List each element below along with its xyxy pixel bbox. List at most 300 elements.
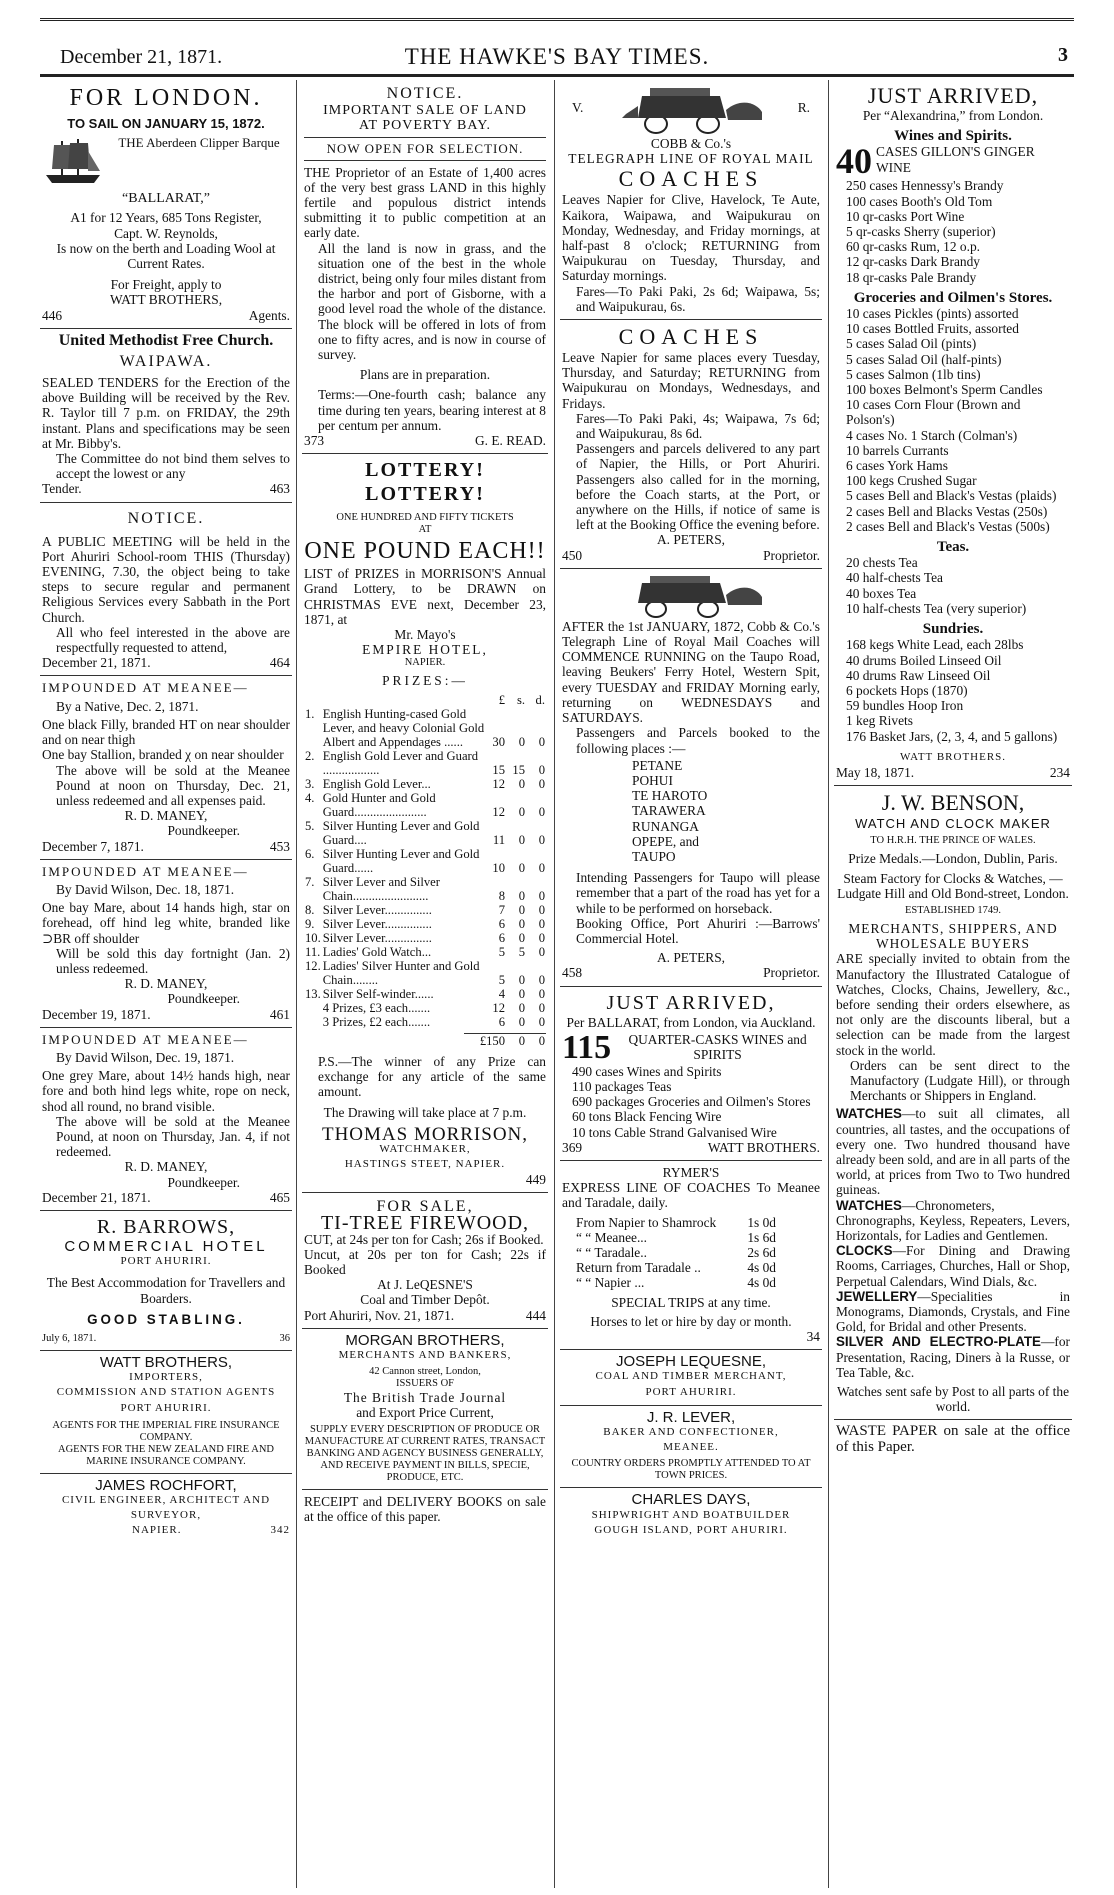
prize-row bbox=[304, 749, 546, 777]
text: AFTER the 1st JANUARY, 1872, Cobb & Co.'s Telegraph Line of Royal Mail Coaches will COMMENCE RUNNING on the Taupo Road, leaving Beukers' Ferry Hotel, Western Spit, every TUESDAY and FRIDAY Morning early, returning on WEDNESDAYS and SATURDAYS. bbox=[562, 618, 820, 726]
text: SILVER AND ELECTRO-PLATE bbox=[836, 1334, 1041, 1350]
text: Is now on the berth and Loading Wool at Current Rates. bbox=[56, 240, 276, 272]
list-item: OPEPE, and bbox=[632, 833, 699, 849]
prize-cell: 0 bbox=[518, 734, 525, 749]
text: Uncut, at 20s per ton for Cash; 22s if Booked bbox=[304, 1246, 546, 1277]
prize-cell: 11 bbox=[492, 832, 505, 847]
masthead-title: THE HAWKE'S BAY TIMES. bbox=[404, 44, 710, 69]
text: WATCHES bbox=[836, 1106, 902, 1122]
ship-icon bbox=[42, 135, 104, 187]
list-item: 5 qr-casks Sherry (superior) bbox=[846, 224, 996, 240]
prize-cell: Ladies' Gold Watch... bbox=[322, 944, 432, 959]
text: G. E. READ. bbox=[474, 433, 546, 449]
prize-cell: 0 bbox=[518, 916, 525, 931]
text: WAIPAWA. bbox=[119, 353, 213, 371]
prize-cell: 0 bbox=[538, 776, 545, 791]
text: SHIPWRIGHT AND BOATBUILDER bbox=[591, 1508, 791, 1521]
text: Fares—To Paki Paki, 2s 6d; Waipawa, 5s; and Waipukurau, 6s. bbox=[576, 283, 820, 314]
text: Capt. W. Reynolds, bbox=[114, 225, 218, 241]
prize-cell: 3 Prizes, £2 each....... bbox=[322, 1014, 431, 1029]
text: 42 Cannon street, London, bbox=[369, 1366, 481, 1378]
prize-cell: 0 bbox=[538, 902, 545, 917]
fare-cell: 4s 0d bbox=[747, 1275, 776, 1291]
prize-cell: 0 bbox=[538, 832, 545, 847]
list-item: 250 cases Hennessy's Brandy bbox=[846, 178, 1004, 194]
text: Per “Alexandrina,” from London. bbox=[862, 108, 1044, 123]
top-rule bbox=[40, 18, 1074, 21]
list-item: RUNANGA bbox=[632, 818, 699, 834]
prize-cell: 0 bbox=[518, 832, 525, 847]
text: WATT BROTHERS. bbox=[707, 1139, 820, 1155]
prize-cell: 10. bbox=[305, 930, 321, 945]
text: NOW OPEN FOR SELECTION. bbox=[326, 141, 524, 157]
list-item: 5 cases Bell and Black's Vestas (plaids) bbox=[846, 488, 1057, 504]
ad-impounded-1 bbox=[40, 676, 292, 859]
list-item: 490 cases Wines and Spirits bbox=[572, 1063, 722, 1079]
fare-cell: “ “ Meanee... bbox=[576, 1229, 648, 1245]
ad-james-rochfort bbox=[40, 1474, 292, 1544]
text: ONE POUND EACH!! bbox=[304, 538, 546, 565]
prize-cell bbox=[304, 1001, 322, 1015]
fare-cell: 2s 6d bbox=[747, 1244, 776, 1260]
prize-cell: 0 bbox=[538, 1014, 545, 1029]
text: WATCHES bbox=[836, 1197, 902, 1213]
fare-cell: 1s 0d bbox=[747, 1214, 776, 1230]
list-item: 4 cases No. 1 Starch (Colman's) bbox=[846, 427, 1018, 443]
text: Coal and Timber Depôt. bbox=[360, 1292, 490, 1308]
text: A. PETERS, bbox=[656, 532, 726, 548]
text: RECEIPT and DELIVERY BOOKS on sale at the office of this paper. bbox=[304, 1493, 546, 1524]
prize-cell: 3. bbox=[305, 776, 315, 791]
text: CIVIL ENGINEER, ARCHITECT AND bbox=[61, 1494, 271, 1507]
prize-row bbox=[304, 1015, 546, 1029]
ad-waste-paper bbox=[834, 1420, 1072, 1459]
ad-number: 463 bbox=[269, 481, 290, 497]
list-item: 40 drums Boiled Linseed Oil bbox=[846, 652, 1002, 668]
list-item: 60 tons Black Fencing Wire bbox=[572, 1109, 722, 1125]
prize-cell: 15 bbox=[492, 762, 505, 777]
prize-cell: 5. bbox=[305, 818, 315, 833]
list-item: 110 packages Teas bbox=[572, 1078, 672, 1094]
list-item: 20 chests Tea bbox=[846, 555, 918, 571]
text: By David Wilson, Dec. 18, 1871. bbox=[56, 881, 235, 897]
prize-cell: 7 bbox=[498, 902, 505, 917]
text: CUT, at 24s per ton for Cash; 26s if Booked. bbox=[304, 1231, 544, 1247]
text: V. bbox=[572, 100, 584, 115]
prize-row bbox=[304, 819, 546, 847]
text: PORT AHURIRI. bbox=[120, 1401, 212, 1414]
ad-heading: J. W. BENSON, bbox=[881, 790, 1025, 816]
text: COUNTRY ORDERS PROMPTLY ATTENDED TO AT TOWN PRICES. bbox=[571, 1458, 811, 1482]
text: Passengers and parcels delivered to any part of Napier, the Hills, or Port Ahuriri. Passengers also called for in the morning, before the Coach starts, at the Port, or anywhere on the Hills, if notice of same is left at the Booking Office the evening before. bbox=[576, 441, 820, 533]
prize-cell: 10 bbox=[492, 860, 505, 875]
text: CASES GILLON'S GINGER WINE bbox=[876, 144, 1035, 175]
text: 115 bbox=[562, 1031, 612, 1064]
column-rule bbox=[296, 80, 297, 1888]
text: One bay Stallion, branded χ on near shoulder bbox=[42, 747, 284, 763]
goods-list bbox=[836, 637, 1070, 743]
prize-cell bbox=[304, 1015, 322, 1029]
prize-cell: 0 bbox=[538, 986, 545, 1001]
text: May 18, 1871. bbox=[836, 764, 915, 780]
list-item: 5 cases Salmon (1lb tins) bbox=[846, 366, 981, 382]
prize-cell: 6 bbox=[498, 916, 505, 931]
text: MERCHANTS, SHIPPERS, AND WHOLESALE BUYERS bbox=[848, 920, 1058, 952]
prize-cell: 0 bbox=[518, 804, 525, 819]
list-item: 10 barrels Currants bbox=[846, 442, 949, 458]
ad-firewood bbox=[302, 1193, 548, 1328]
list-item: PETANE bbox=[632, 757, 683, 773]
ad-number: 234 bbox=[1049, 764, 1070, 780]
prize-cell: Ladies' Silver Hunter and Gold Chain........ bbox=[322, 958, 480, 987]
list-item: 2 cases Bell and Blacks Vestas (250s) bbox=[846, 503, 1048, 519]
list-item: 5 cases Salad Oil (half-pints) bbox=[846, 351, 1002, 367]
text: WATT BROTHERS, bbox=[109, 292, 223, 308]
ad-number: 450 bbox=[562, 547, 583, 563]
list-item: 40 half-chests Tea bbox=[846, 570, 943, 586]
text: —Specialities in Monograms, Diamonds, Crystals, and Fine Gold, for Bridal and other Presents. bbox=[836, 1288, 1070, 1335]
text: Prize Medals.—London, Dublin, Paris. bbox=[848, 851, 1058, 867]
text: —Chronometers, Chronographs, Keyless, Repeaters, Levers, Horizontals, for Ladies and Gentlemen. bbox=[836, 1197, 1070, 1243]
text: GOUGH ISLAND, PORT AHURIRI. bbox=[594, 1523, 788, 1536]
prize-row bbox=[304, 917, 546, 931]
fare-cell: 1s 6d bbox=[747, 1229, 776, 1245]
text: EXPRESS LINE OF COACHES To Meanee and Taradale, daily. bbox=[562, 1180, 820, 1211]
prize-cell: 0 bbox=[518, 986, 525, 1001]
prize-row bbox=[304, 777, 546, 791]
text: SURVEYOR, bbox=[130, 1509, 202, 1522]
list-item: TE HAROTO bbox=[632, 788, 708, 804]
ad-number: 373 bbox=[304, 433, 325, 449]
ad-taupo-coaches bbox=[560, 569, 822, 987]
ad-heading: COACHES bbox=[618, 324, 764, 350]
prize-cell: 12 bbox=[492, 804, 505, 819]
text: December 21, 1871. bbox=[42, 655, 151, 671]
prize-cell: Silver Lever............... bbox=[322, 930, 432, 945]
page-number: 3 bbox=[1058, 44, 1068, 66]
text: By David Wilson, Dec. 19, 1871. bbox=[56, 1049, 235, 1065]
ad-number: 36 bbox=[279, 1333, 290, 1344]
ad-heading: WATT BROTHERS, bbox=[99, 1354, 233, 1371]
text: R. D. MANEY, bbox=[124, 1159, 208, 1175]
prize-cell: 0 bbox=[538, 930, 545, 945]
prize-cell: Silver Self-winder...... bbox=[322, 986, 434, 1001]
list-item: 18 qr-casks Pale Brandy bbox=[846, 269, 977, 285]
prize-cell: 0 bbox=[538, 944, 545, 959]
text: Wines and Spirits. bbox=[894, 128, 1012, 145]
text: Poundkeeper. bbox=[167, 823, 240, 839]
coach-illustration-icon bbox=[616, 84, 766, 134]
ad-heading: IMPOUNDED AT MEANEE— bbox=[42, 1031, 249, 1047]
column-4 bbox=[834, 80, 1072, 1888]
text: Tender. bbox=[42, 481, 82, 497]
goods-list bbox=[562, 1064, 820, 1140]
text: 0 bbox=[526, 1033, 546, 1048]
prize-cell: 0 bbox=[518, 972, 525, 987]
text: The Best Accommodation for Travellers and Boarders. bbox=[46, 1275, 286, 1306]
ship-name: “BALLARAT,” bbox=[122, 191, 210, 207]
text: COAL AND TIMBER MERCHANT, bbox=[595, 1370, 787, 1383]
fare-row bbox=[576, 1245, 776, 1260]
ad-land-sale bbox=[302, 80, 548, 454]
prize-cell: 4 Prizes, £3 each....... bbox=[322, 1000, 431, 1015]
text: £150 bbox=[464, 1033, 506, 1048]
prize-cell: 12 bbox=[492, 776, 505, 791]
text: and Export Price Current, bbox=[356, 1405, 494, 1421]
text: AT POVERTY BAY. bbox=[358, 118, 492, 134]
prize-cell: 7. bbox=[305, 874, 315, 889]
prize-cell: Silver Lever............... bbox=[322, 902, 432, 917]
text: NAPIER. bbox=[132, 1524, 182, 1537]
list-item: 6 cases York Hams bbox=[846, 458, 948, 474]
prize-cell: 5 bbox=[498, 972, 505, 987]
fare-table bbox=[576, 1215, 776, 1291]
text: BAKER AND CONFECTIONER, bbox=[603, 1426, 779, 1439]
ad-heading: COACHES bbox=[618, 166, 764, 192]
list-item: 59 bundles Hoop Iron bbox=[846, 698, 964, 714]
text: For Freight, apply to bbox=[110, 277, 222, 293]
ad-number: 342 bbox=[270, 1524, 290, 1537]
prize-cell: 0 bbox=[538, 972, 545, 987]
ad-number: 458 bbox=[562, 965, 583, 981]
text: Passengers and Parcels booked to the following places :— bbox=[576, 725, 820, 756]
text: Leaves Napier for Clive, Havelock, Te Aute, Kaikora, Waipawa, and Waipukurau on Monday, Wednesday, and Friday mornings, at half-past 8 o'clock; RETURNING from Waipukurau on Tuesday, Thursday, and Saturday mornings. bbox=[562, 192, 820, 284]
text: Booking Office, Port Ahuriri :—Barrows' Commercial Hotel. bbox=[576, 915, 820, 946]
text: MERCHANTS AND BANKERS, bbox=[338, 1348, 512, 1361]
ad-heading: MORGAN BROTHERS, bbox=[345, 1331, 505, 1349]
prize-cell: 0 bbox=[518, 930, 525, 945]
ad-methodist-church bbox=[40, 329, 292, 503]
text: —to suit all climates, all countries, all tastes, and the occupations of every one. Two hundred thousand have already been sold, and are in all parts of the world, at prices from Two to Two hundred guineas. bbox=[836, 1106, 1070, 1198]
list-item: TARAWERA bbox=[632, 803, 706, 819]
text: THE Proprietor of an Estate of 1,400 acres of the very best grass LAND in this highly fertile and populous district intends submitting it to public competition at an early date. bbox=[304, 164, 546, 241]
text: HASTINGS STEET, NAPIER. bbox=[344, 1157, 506, 1170]
ad-jr-lever bbox=[560, 1406, 822, 1489]
text: —For Dining and Drawing Rooms, Carriages, Churches, Hall or Shop, Perpetual Calendars, Wind Dials, &c. bbox=[836, 1243, 1070, 1289]
goods-list bbox=[836, 178, 1070, 284]
list-item: 100 cases Booth's Old Tom bbox=[846, 193, 993, 209]
fare-cell: Return from Taradale .. bbox=[576, 1260, 701, 1276]
prize-row bbox=[304, 875, 546, 903]
newspaper-page bbox=[40, 8, 1074, 1888]
ad-number: 449 bbox=[525, 1172, 546, 1188]
text: WATCH AND CLOCK MAKER bbox=[855, 816, 1051, 832]
ad-number: 369 bbox=[562, 1139, 583, 1155]
list-item: 40 drums Raw Linseed Oil bbox=[846, 667, 991, 683]
text: July 6, 1871. bbox=[42, 1333, 97, 1344]
prize-cell: 8 bbox=[498, 888, 505, 903]
prize-cell: 0 bbox=[538, 734, 545, 749]
text: NAPIER. bbox=[404, 657, 446, 669]
text: P.S.—The winner of any Prize can exchange for any article of the same amount. bbox=[318, 1053, 546, 1100]
ad-public-meeting bbox=[40, 503, 292, 677]
text: One black Filly, branded HT on near shoulder and on near thigh bbox=[42, 716, 290, 748]
text: MEANEE. bbox=[663, 1441, 719, 1454]
text: R. D. MANEY, bbox=[124, 976, 208, 992]
ad-heading: FOR LONDON. bbox=[69, 85, 263, 111]
text: The above will be sold at the Meanee Pound, at noon on Thursday, Jan. 4, if not redeemed. bbox=[56, 1113, 290, 1160]
fare-cell: 4s 0d bbox=[747, 1260, 776, 1276]
text: The Committee do not bind them selves to accept the lowest or any bbox=[56, 451, 290, 482]
prize-cell: 6. bbox=[305, 846, 315, 861]
ad-barrows-hotel bbox=[40, 1211, 292, 1351]
ad-heading: JAMES ROCHFORT, bbox=[95, 1476, 237, 1494]
text: R. bbox=[797, 100, 810, 115]
list-item: 2 cases Bell and Black's Vestas (500s) bbox=[846, 518, 1050, 534]
text: Watches sent safe by Post to all parts of the world. bbox=[836, 1384, 1070, 1415]
text: Proprietor. bbox=[763, 965, 820, 981]
prize-cell: 8. bbox=[305, 902, 315, 917]
prize-cell: 0 bbox=[538, 860, 545, 875]
text: AT bbox=[418, 524, 432, 536]
text: PORT AHURIRI. bbox=[645, 1385, 737, 1398]
prize-cell: 0 bbox=[518, 888, 525, 903]
text: Intending Passengers for Taupo will please remember that a part of the road has yet for a while to be performed on horseback. bbox=[576, 870, 820, 916]
text: Fares—To Paki Paki, 4s; Waipawa, 7s 6d; and Waipukurau, 8s 6d. bbox=[576, 410, 820, 442]
list-item: 10 cases Bottled Fruits, assorted bbox=[846, 321, 1019, 337]
ad-heading: FOR SALE, bbox=[376, 1198, 474, 1216]
text: Teas. bbox=[936, 539, 970, 556]
text: At J. LeQESNE'S bbox=[377, 1277, 473, 1293]
ad-cobb-coaches bbox=[560, 80, 822, 320]
column-1 bbox=[40, 80, 292, 1888]
list-item: 10 cases Pickles (pints) assorted bbox=[846, 306, 1019, 322]
text: IMPORTANT SALE OF LAND bbox=[323, 103, 527, 118]
text: Agents. bbox=[248, 307, 290, 323]
text: s. bbox=[516, 692, 525, 707]
ad-just-arrived-alexandrina bbox=[834, 80, 1072, 786]
text: Groceries and Oilmen's Stores. bbox=[853, 289, 1053, 306]
prize-cell: 30 bbox=[492, 734, 505, 749]
text: EMPIRE HOTEL, bbox=[362, 642, 488, 658]
list-item: 5 cases Salad Oil (pints) bbox=[846, 336, 977, 352]
list-item: 40 boxes Tea bbox=[846, 585, 917, 601]
prize-row bbox=[304, 959, 546, 987]
ad-jw-benson bbox=[834, 786, 1072, 1420]
prize-row bbox=[304, 987, 546, 1001]
text: LIST of PRIZES in MORRISON'S Annual Grand Lottery, to be DRAWN on CHRISTMAS EVE next, December 23, 1871, at bbox=[304, 566, 546, 627]
list-item: TAUPO bbox=[632, 848, 676, 864]
text: TO H.R.H. THE PRINCE OF WALES. bbox=[870, 835, 1036, 847]
ad-rymer-coaches bbox=[560, 1161, 822, 1350]
text: SUPPLY EVERY DESCRIPTION OF PRODUCE OR MANUFACTURE AT CURRENT RATES, TRANSACT BANKING AND AGENCY BUSINESS GENERALLY, bbox=[304, 1423, 546, 1459]
text: £ bbox=[498, 692, 505, 707]
text: SEALED TENDERS for the Erection of the above Building will be received by the Rev. R. Taylor till 7 p.m. on FRIDAY, the 29th instant. Plans and specifications may be seen at Mr. Bibby's. bbox=[42, 375, 290, 451]
text: SPECIAL TRIPS at any time. bbox=[611, 1294, 771, 1310]
text: December 21, 1871. bbox=[42, 1189, 151, 1205]
text: The Drawing will take place at 7 p.m. bbox=[323, 1105, 527, 1121]
text: Sundries. bbox=[922, 621, 984, 638]
goods-list bbox=[836, 555, 1070, 616]
list-item: 168 kegs White Lead, each 28lbs bbox=[846, 637, 1024, 653]
masthead-date: December 21, 1871. bbox=[60, 46, 223, 68]
sail-date: TO SAIL ON JANUARY 15, 1872. bbox=[67, 116, 265, 131]
masthead-rule bbox=[40, 74, 1074, 77]
prize-cell: Silver Hunting Lever and Gold Guard...... bbox=[322, 846, 480, 875]
masthead bbox=[40, 38, 1074, 72]
prize-cell: 0 bbox=[518, 902, 525, 917]
ad-coaches-2 bbox=[560, 320, 822, 569]
ad-watt-brothers bbox=[40, 1351, 292, 1474]
prize-cell: 15 bbox=[512, 762, 525, 777]
prize-row bbox=[304, 847, 546, 875]
fare-row bbox=[576, 1215, 776, 1230]
list-item: 690 packages Groceries and Oilmen's Stores bbox=[572, 1094, 811, 1110]
text: Leave Napier for same places every Tuesday, Thursday, and Saturday; RETURNING from Waipukurau on Mondays, Wednesdays, and Fridays. bbox=[562, 350, 820, 411]
prize-cell: 2. bbox=[305, 748, 315, 763]
prize-cell: English Hunting-cased Gold Lever, and heavy Colonial Gold Albert and Appendages ...... bbox=[322, 706, 485, 749]
fare-row bbox=[576, 1275, 776, 1290]
text: AND RECEIVE PAYMENT IN BILLS, SPECIE, PRODUCE, ETC. bbox=[320, 1459, 530, 1483]
text: WASTE PAPER on sale at the office of this Paper. bbox=[836, 1423, 1070, 1455]
text: AGENTS FOR THE NEW ZEALAND FIRE AND MARINE INSURANCE COMPANY. bbox=[57, 1443, 275, 1467]
text: Horses to let or hire by day or month. bbox=[590, 1313, 792, 1329]
list-item: 10 half-chests Tea (very superior) bbox=[846, 600, 1027, 616]
prize-cell: 4. bbox=[305, 790, 315, 805]
list-item: 1 keg Rivets bbox=[846, 713, 913, 729]
ad-heading: United Methodist Free Church. bbox=[58, 331, 274, 349]
text: COMMERCIAL HOTEL bbox=[64, 1237, 268, 1255]
text: By a Native, Dec. 2, 1871. bbox=[56, 698, 199, 714]
ad-heading: CHARLES DAYS, bbox=[631, 1491, 751, 1509]
ad-number: 464 bbox=[269, 655, 290, 671]
ad-just-arrived-ballarat bbox=[560, 987, 822, 1161]
ad-heading: JUST ARRIVED, bbox=[606, 991, 776, 1014]
list-item: 176 Basket Jars, (2, 3, 4, and 5 gallons) bbox=[846, 728, 1058, 744]
text: A. PETERS, bbox=[656, 950, 726, 966]
ad-impounded-3 bbox=[40, 1028, 292, 1211]
text: ISSUERS OF bbox=[395, 1378, 455, 1390]
ad-heading: IMPOUNDED AT MEANEE— bbox=[42, 863, 249, 879]
text: GOOD STABLING. bbox=[87, 1311, 245, 1327]
ship-intro: THE Aberdeen Clipper Barque bbox=[118, 135, 280, 151]
text: The above will be sold at the Meanee Pound at noon on Thursday, Dec. 21, unless redeemed and all expenses paid. bbox=[56, 762, 290, 808]
text: Mr. Mayo's bbox=[394, 627, 456, 643]
prize-cell: Silver Hunting Lever and Gold Guard.... bbox=[322, 818, 480, 847]
prize-cell: 0 bbox=[538, 888, 545, 903]
list-item: 6 pockets Hops (1870) bbox=[846, 682, 968, 698]
text: QUARTER-CASKS WINES and SPIRITS bbox=[628, 1031, 807, 1062]
ad-for-london bbox=[40, 80, 292, 329]
prize-cell: 1. bbox=[305, 706, 315, 721]
text: PORT AHURIRI. bbox=[120, 1255, 212, 1268]
prize-cell: 0 bbox=[538, 804, 545, 819]
text: The British Trade Journal bbox=[343, 1390, 507, 1406]
places-list bbox=[562, 758, 820, 864]
ad-lottery bbox=[302, 454, 548, 1193]
prize-cell: 12. bbox=[305, 958, 321, 973]
prize-cell: 5 bbox=[518, 944, 525, 959]
text: A1 for 12 Years, 685 Tons Register, bbox=[70, 210, 262, 226]
text: Poundkeeper. bbox=[167, 991, 240, 1007]
list-item: 60 qr-casks Rum, 12 o.p. bbox=[846, 239, 980, 255]
prize-cell: 12 bbox=[492, 1000, 505, 1015]
prize-table bbox=[304, 693, 546, 1029]
prize-cell: 6 bbox=[498, 1014, 505, 1029]
prize-row bbox=[304, 791, 546, 819]
text: THOMAS MORRISON, bbox=[321, 1123, 529, 1145]
prize-cell: English Gold Lever... bbox=[322, 776, 431, 791]
ad-heading: NOTICE. bbox=[127, 509, 205, 527]
column-2 bbox=[302, 80, 548, 1888]
text: 0 bbox=[506, 1033, 526, 1048]
prize-cell: 0 bbox=[538, 762, 545, 777]
prize-cell: 0 bbox=[538, 1000, 545, 1015]
fare-cell: “ “ Napier ... bbox=[576, 1275, 645, 1291]
text: Port Ahuriri, Nov. 21, 1871. bbox=[304, 1307, 455, 1323]
text: Per BALLARAT, from London, via Auckland. bbox=[566, 1014, 816, 1030]
ad-heading: RYMER'S bbox=[662, 1164, 720, 1180]
